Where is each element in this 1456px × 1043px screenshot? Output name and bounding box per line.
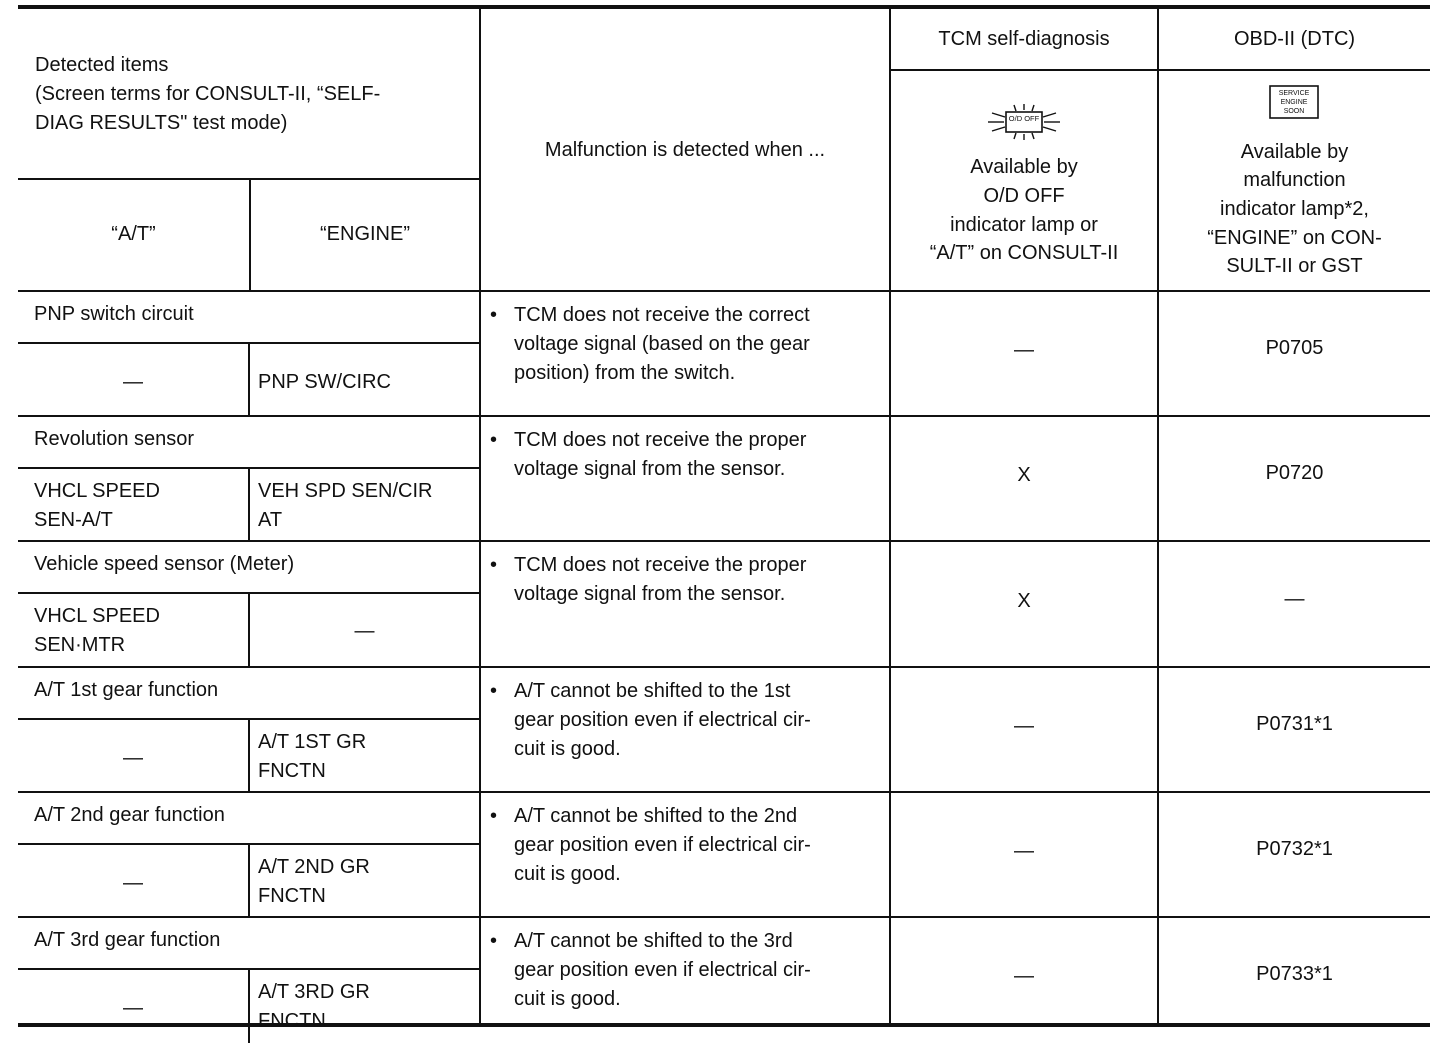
row-engine-cell-text: FNCTN [258,884,326,907]
row-malfunction-description [490,301,856,388]
row-at-cell-text: — [123,997,143,1020]
row-engine-cell-text: FNCTN [258,1010,326,1032]
description-line: A/T cannot be shifted to the 1st [514,679,791,702]
row-engine-cell-text: A/T 3RD GR [258,981,370,1003]
description-line: gear position even if electrical cir- [514,708,811,731]
row-at-cell-text: — [123,746,143,769]
description-line: cuit is good. [514,862,621,885]
row-engine-cell-text: VEH SPD SEN/CIR [258,480,433,503]
row-engine-cell-text: PNP SW/CIRC [258,371,391,394]
row-engine-cell-text: A/T 1ST GR [258,730,367,753]
row-border [18,666,1430,668]
row-engine-cell-text: FNCTN [258,759,326,782]
bullet-icon: • [490,554,498,577]
description-line: TCM does not receive the proper [514,429,807,452]
obd-lamp-line-3: SOON [1283,108,1305,115]
obd-lamp-line-1: SERVICE [1278,90,1310,97]
row-malfunction-description [490,426,856,484]
description-line: TCM does not receive the correct [514,304,810,326]
row-border [18,791,1430,793]
description-line: position) from the switch. [514,362,736,384]
od-lamp-label: O/D OFF [1008,114,1040,123]
row-col-divider-at-engine [248,843,250,918]
tcm-available-line-2: O/D OFF [983,185,1065,207]
row-at-cell-text: — [123,871,143,894]
row-tcm-value: — [1014,839,1034,862]
table-bottom-border [18,1023,1430,1027]
row-at-cell-text: SEN·MTR [34,634,126,657]
row-obd-value: P0720 [1265,462,1324,485]
row-tcm-value: — [1014,965,1034,988]
row-col-divider-at-engine [248,467,250,542]
od-off-lamp-icon [978,102,1070,142]
row-col-divider-at-engine [248,342,250,417]
obd-available-line-4: “ENGINE” on CON- [1207,227,1382,249]
row-obd-value: P0733*1 [1256,963,1333,986]
obd-available-line-2: malfunction [1243,169,1346,191]
row-tcm-value: — [1014,339,1034,362]
description-line: gear position even if electrical cir- [514,959,811,981]
row-engine-cell-text: A/T 2ND GR [258,855,370,878]
tcm-available-line-1: Available by [970,156,1078,178]
header-detected-sub1: (Screen terms for CONSULT-II, “SELF- [35,83,381,105]
header-detected-items: Detected items [35,54,169,76]
table-top-border [18,5,1430,9]
row-tcm-value: X [1017,464,1031,487]
row-malfunction-description [490,802,856,889]
row-tcm-value: — [1014,714,1034,737]
description-line: cuit is good. [514,988,621,1010]
header-divider-tcm-obd [890,69,1430,71]
row-obd-value: P0705 [1265,337,1324,360]
row-obd-value: — [1284,587,1305,610]
description-line: voltage signal from the sensor. [514,583,786,606]
description-line: voltage signal from the sensor. [514,458,786,481]
row-item-title: A/T 2nd gear function [34,803,225,826]
description-line: TCM does not receive the proper [514,554,807,577]
description-line: gear position even if electrical cir- [514,833,811,856]
service-engine-soon-lamp-icon [1269,85,1319,119]
row-at-cell-text: SEN-A/T [34,509,113,532]
row-border [18,916,1430,918]
header-col-engine: “ENGINE” [320,223,410,245]
header-detected-sub2: DIAG RESULTS" test mode) [35,112,288,134]
description-line: A/T cannot be shifted to the 2nd [514,804,798,827]
description-line: cuit is good. [514,737,621,760]
obd-available-line-3: indicator lamp*2, [1220,198,1369,220]
bullet-icon: • [490,304,498,326]
header-malfunction: Malfunction is detected when ... [544,139,826,161]
tcm-available-line-3: indicator lamp or [950,214,1098,236]
description-line: voltage signal (based on the gear [514,333,810,355]
bullet-icon: • [490,679,498,702]
row-at-cell-text: VHCL SPEED [34,480,160,503]
row-item-title: A/T 1st gear function [34,678,219,701]
tcm-available-line-4: “A/T” on CONSULT-II [929,242,1119,264]
bullet-icon: • [490,804,498,827]
obd-available-line-5: SULT-II or GST [1226,255,1363,277]
header-tcm-self-diagnosis: TCM self-diagnosis [938,28,1110,50]
row-border [18,540,1430,542]
row-malfunction-description [490,677,856,764]
row-border [18,415,1430,417]
row-obd-value: P0731*1 [1256,712,1333,735]
row-obd-value: P0732*1 [1256,837,1333,860]
row-engine-cell-text: — [354,619,375,642]
row-malfunction-description [490,927,856,1014]
row-engine-cell-text: AT [258,509,283,532]
obd-lamp-line-2: ENGINE [1280,99,1308,106]
row-item-title: Revolution sensor [34,428,195,451]
header-col-at: “A/T” [111,223,156,245]
row-col-divider-at-engine [248,718,250,793]
row-item-title: A/T 3rd gear function [34,929,221,951]
header-bottom-border [18,290,1430,292]
row-malfunction-description [490,551,856,609]
row-at-cell-text: — [123,371,143,394]
bullet-icon: • [490,930,498,952]
obd-available-line-1: Available by [1240,141,1349,163]
bullet-icon: • [490,429,498,452]
row-item-title: Vehicle speed sensor (Meter) [34,553,295,576]
row-tcm-value: X [1017,589,1031,612]
header-obd-dtc: OBD-II (DTC) [1233,28,1356,50]
row-item-title: PNP switch circuit [34,303,194,325]
description-line: A/T cannot be shifted to the 3rd [514,930,793,952]
diagnosis-table [18,5,1430,1032]
row-at-cell-text: VHCL SPEED [34,605,160,628]
row-col-divider-at-engine [248,968,250,1043]
